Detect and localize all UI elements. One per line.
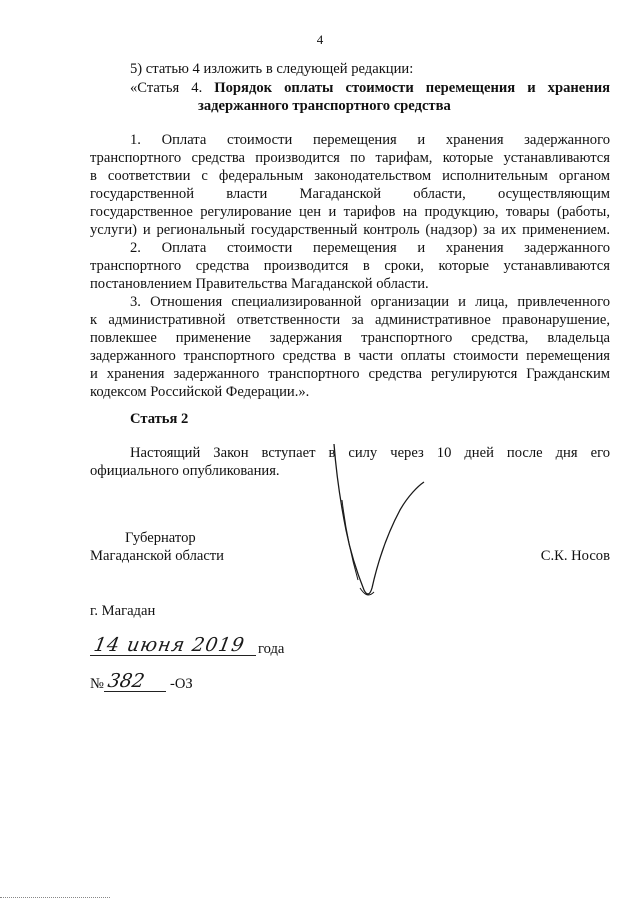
article2-heading: Статья 2: [130, 411, 189, 427]
p3-line-4: и хранения задержанного транспортного средства регулируются Гражданским: [90, 366, 610, 382]
footer-divider: [0, 897, 110, 898]
law-number-underline: [104, 691, 166, 692]
amendment-intro: 5) статью 4 изложить в следующей редакции:: [130, 61, 414, 77]
article4-title-line2: задержанного транспортного средства: [198, 98, 451, 114]
p3-line-3: задержанного транспортного средства в части оплаты стоимости перемещения: [90, 348, 610, 364]
article4-title-line1: Порядок оплаты стоимости перемещения и хранения: [214, 80, 610, 96]
law-number-suffix: -ОЗ: [170, 676, 193, 692]
p1-line-5: услуги) и региональный государственный контроль (надзор) за их применением.: [90, 222, 610, 238]
governor-region: Магаданской области: [90, 548, 224, 564]
law-number-handwritten: 382: [106, 670, 147, 692]
article2-line-1: официального опубликования.: [90, 463, 280, 479]
governor-name: С.К. Носов: [540, 548, 610, 564]
p1-line-4: государственное регулирование цен и тарифов на продукцию, товары (работы,: [90, 204, 610, 220]
p3-line-1: к административной ответственности за административное правонарушение,: [90, 312, 610, 328]
page-number: 4: [316, 32, 324, 47]
p1-line-3: государственной власти Магаданской области, осуществляющим: [90, 186, 610, 202]
place: г. Магадан: [90, 603, 156, 619]
date-suffix: года: [258, 641, 285, 657]
p2-line-1: транспортного средства производится в сроки, которые устанавливаются: [90, 258, 610, 274]
governor-title: Губернатор: [125, 530, 196, 546]
article4-heading-line1: [130, 79, 610, 97]
p1-line-1: транспортного средства производится по тарифам, которые устанавливаются: [90, 150, 610, 166]
article4-prefix: «Статья 4.: [130, 80, 203, 96]
date-handwritten: 14 июня 2019: [92, 634, 247, 656]
p2-line-0: 2. Оплата стоимости перемещения и хранения задержанного: [130, 240, 610, 256]
p1-line-0: 1. Оплата стоимости перемещения и хранения задержанного: [130, 132, 610, 148]
law-number-prefix: №: [90, 676, 104, 692]
article2-line-0: Настоящий Закон вступает в силу через 10 дней после дня его: [130, 445, 610, 461]
p3-line-0: 3. Отношения специализированной организации и лица, привлеченного: [130, 294, 610, 310]
date-underline: [90, 655, 256, 656]
p1-line-2: в соответствии с федеральным законодательством исполнительным органом: [90, 168, 610, 184]
p2-line-2: постановлением Правительства Магаданской области.: [90, 276, 429, 292]
p3-line-2: повлекшее применение задержания транспортного средства, владельца: [90, 330, 610, 346]
p3-line-5: кодексом Российской Федерации.».: [90, 384, 310, 400]
